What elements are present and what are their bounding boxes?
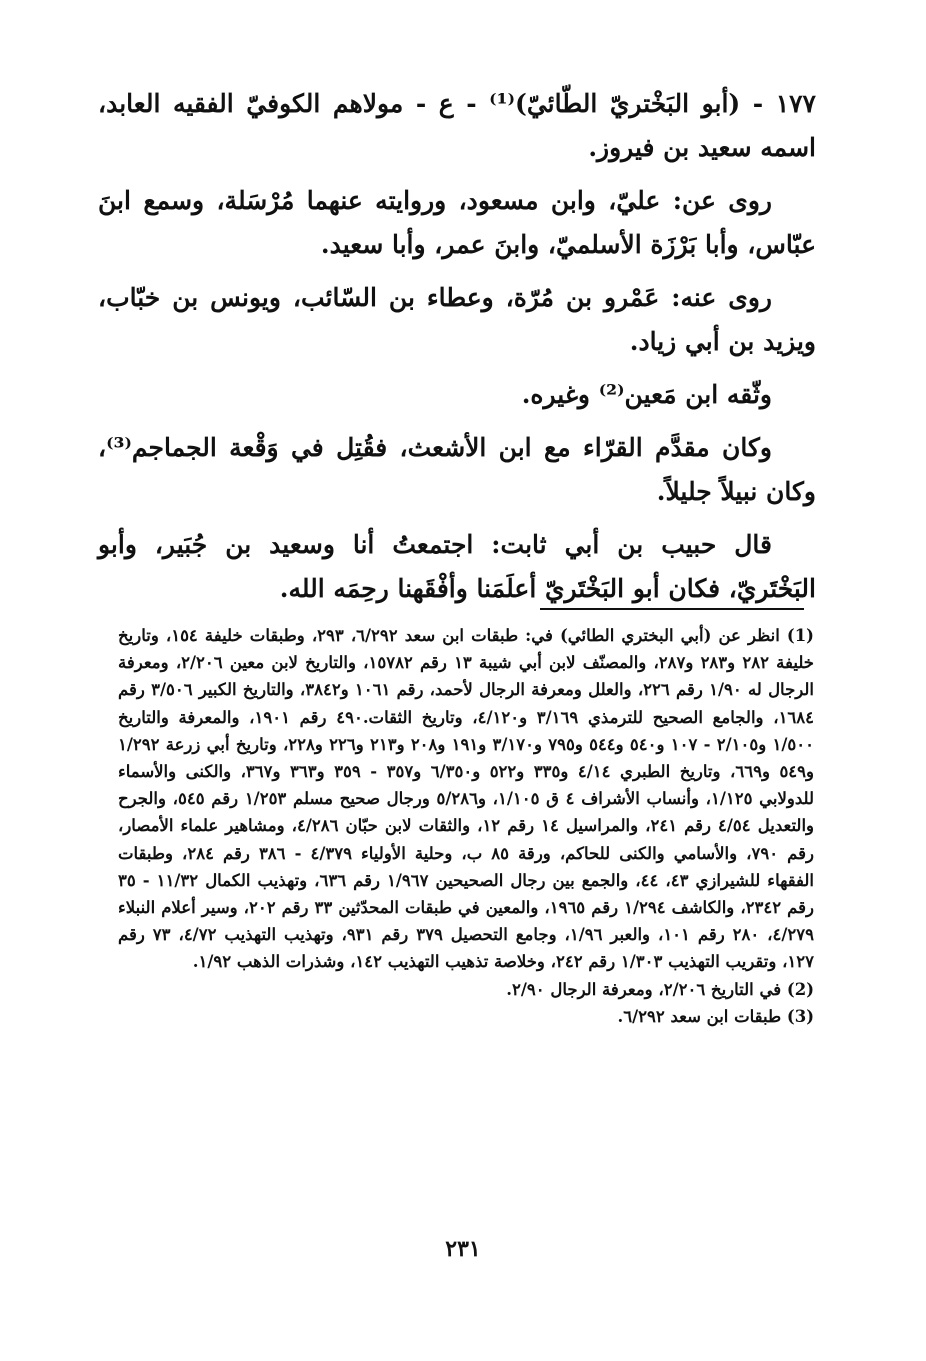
entry-heading-paragraph: ١٧٧ - (أبو البَخْتريّ الطّائيّ)⁽¹⁾ - ع - مولاهم الكوفيّ الفقيه العابد، اسمه سعيد بن فيروز. bbox=[98, 89, 816, 162]
main-text bbox=[98, 82, 816, 620]
reliability-paragraph: وثّقه ابن مَعين⁽²⁾ وغيره. bbox=[521, 380, 772, 409]
footnote-3: (3) طبقات ابن سعد ٦/٢٩٢. bbox=[617, 1006, 814, 1026]
footnotes bbox=[118, 622, 814, 1030]
quote-paragraph: قال حبيب بن أبي ثابت: اجتمعتُ أنا وسعيد بن جُبَير، وأبو البَخْتَريّ، فكان أبو البَخْتَريّ أعلَمَنا وأفْقَهنا رحِمَه الله. bbox=[98, 530, 816, 603]
narrated-from-paragraph: روى عن: عليّ، وابن مسعود، وروايته عنهما مُرْسَلة، وسمع ابنَ عبّاس، وأبا بَرْزَة الأسلميّ، وابنَ عمر، وأبا سعيد. bbox=[98, 186, 816, 259]
narrators-paragraph: روى عنه: عَمْرو بن مُرّة، وعطاء بن السّائب، ويونس بن خبّاب، ويزيد بن أبي زياد. bbox=[98, 283, 816, 356]
footnote-2: (2) في التاريخ ٢/٢٠٦، ومعرفة الرجال ٢/٩٠. bbox=[506, 979, 814, 999]
page-number: ٢٣١ bbox=[445, 1236, 481, 1262]
footnote-1: (1) انظر عن (أبي البختري الطائي) في: طبقات ابن سعد ٦/٢٩٢، ٢٩٣، وطبقات خليفة ١٥٤، وتاريخ خليفة ٢٨٢ و٢٨٣ و٢٨٧، والمصنّف لابن أبي شيبة ١٣ رقم ١٥٧٨٢، والتاريخ لابن معين ٢/٢٠٦، ومعرفة الرجال له ١/٩٠ رقم ٢٢٦، والعلل ومعرفة الرجال لأحمد، رقم ١٠٦١ و٣٨٤٢، والتاريخ الكبير ٣/٥٠٦ رقم ١٦٨٤، والجامع الصحيح للترمذي ٣/١٦٩ و٤/١٢٠، وتاريخ الثقات.٤٩٠ رقم ١٩٠١، والمعرفة والتاريخ ١/٥٠٠ و٢/١٠٥ - ١٠٧ و٥٤٠ و٥٤٤ و٧٩٥ و٣/١٧٠ و١٩١ و٢٠٨ و٢١٣ و٢٢٦ و٢٢٨، وتاريخ أبي زرعة ١/٢٩٢ و٥٤٩ و٦٦٩، وتاريخ الطبري ٤/١٤ و٣٣٥ و٥٢٢ و٦/٣٥٠ و٣٥٧ - ٣٥٩ و٣٦٣ و٣٦٧، والكنى والأسماء للدولابي ١/١٢٥، وأنساب الأشراف ٤ ق ١/١٠٥، و٥/٢٨٦ ورجال صحيح مسلم ١/٢٥٣ رقم ٥٤٥، والجرح والتعديل ٤/٥٤ رقم ٢٤١، والمراسيل ١٤ رقم ١٢، والثقات لابن حبّان ٤/٢٨٦، ومشاهير علماء الأمصار، رقم ٧٩٠، والأسامي والكنى للحاكم، ورقة ٨٥ ب، وحلية الأولياء ٤/٣٧٩ - ٣٨٦ رقم ٢٨٤، وطبقات الفقهاء للشيرازي ٤٣، ٤٤، والجمع بين رجال الصحيحين ١/٩٦٧ رقم ٦٣٦، وتهذيب الكمال ١١/٣٢ - ٣٥ رقم ٢٣٤٢، والكاشف ١/٢٩٤ رقم ١٩٦٥، والمعين في طبقات المحدّثين ٣٣ رقم ٢٠٢، وسير أعلام النبلاء ٤/٢٧٩، ٢٨٠ رقم ١٠١، والعبر ١/٩٦، وجامع التحصيل ٣٧٩ رقم ٩٣١، وتهذيب التهذيب ٤/٧٢، ٧٣ رقم ١٢٧، وتقريب التهذيب ١/٣٠٣ رقم ٢٤٢، وخلاصة تذهيب التهذيب ١٤٢، وشذرات الذهب ١/٩٢. bbox=[118, 626, 815, 972]
biography-paragraph: وكان مقدَّم القرّاء مع ابن الأشعث، فقُتِل في وَقْعة الجماجم⁽³⁾، وكان نبيلاً جليلاً. bbox=[98, 433, 816, 506]
footnote-divider bbox=[540, 608, 804, 610]
